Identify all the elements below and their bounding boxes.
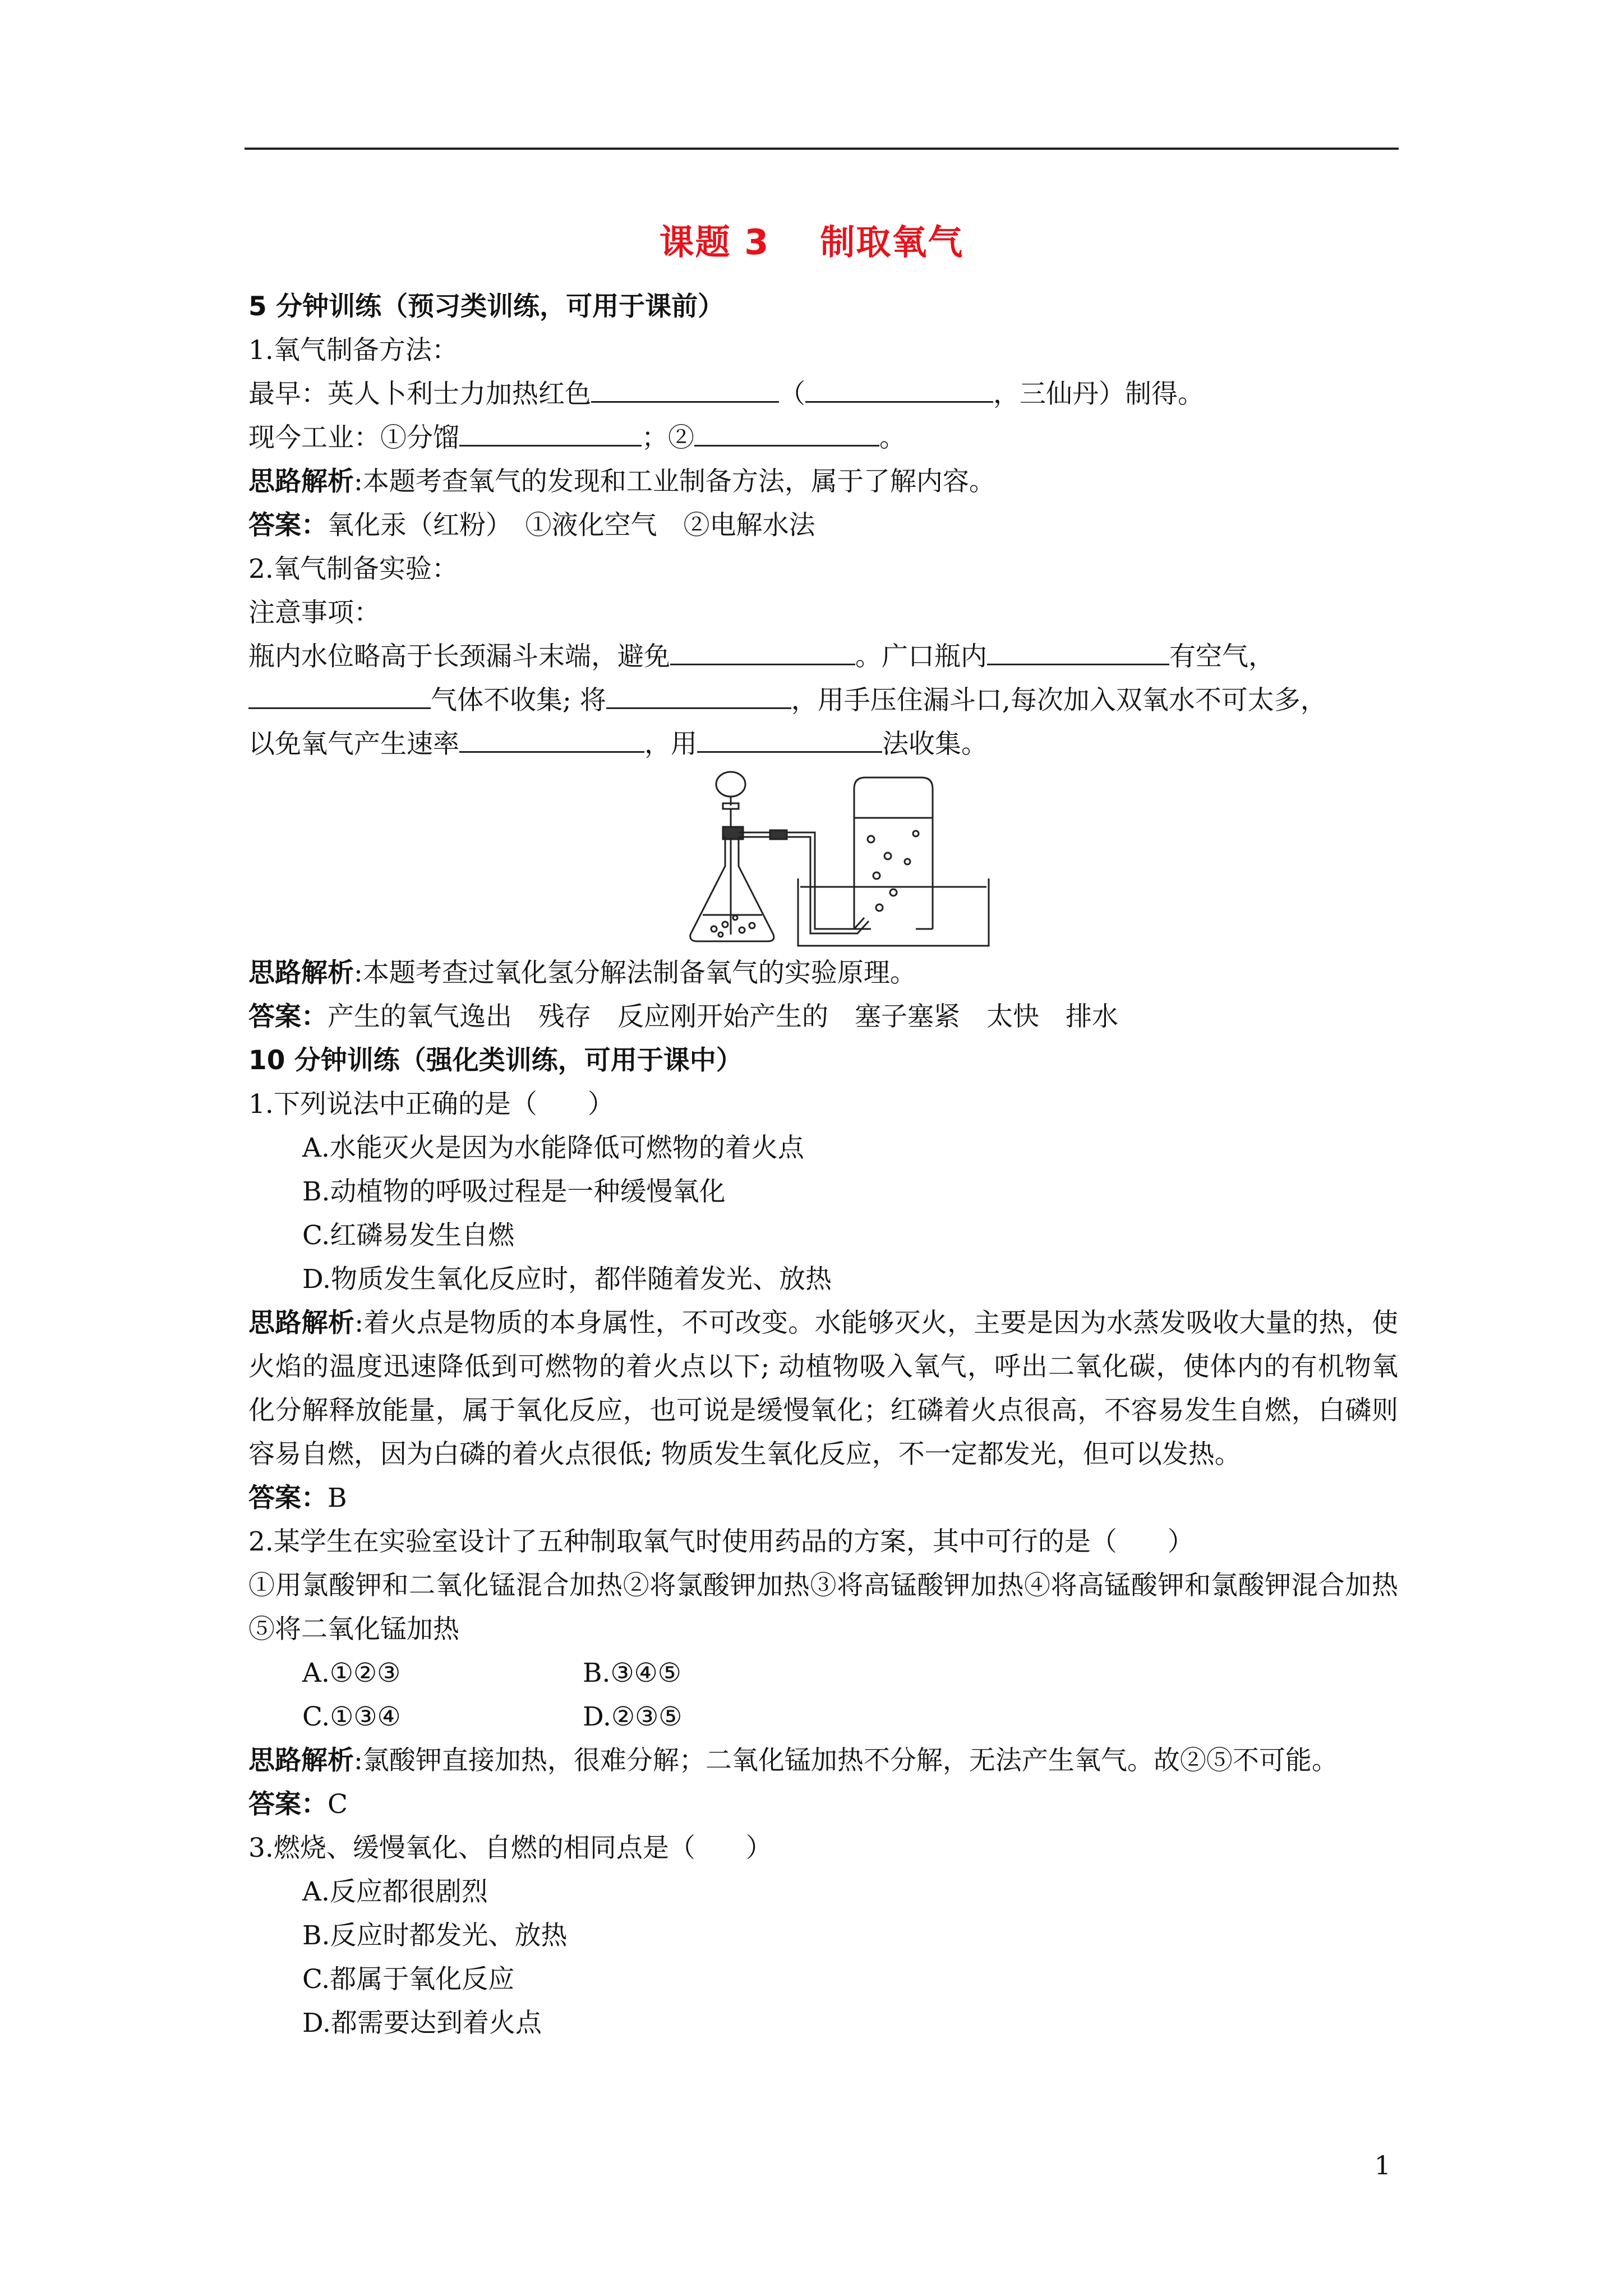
document-body [248, 285, 1398, 2045]
s2-q2-analysis: 思路解析:氯酸钾直接加热，很难分解；二氧化锰加热不分解，无法产生氧气。故②⑤不可能。 [248, 1745, 1338, 1776]
apparatus-diagram [248, 766, 1398, 951]
s2-q1-option-a: A.水能灭火是因为水能降低可燃物的着火点 [302, 1133, 804, 1163]
q1-analysis: 思路解析:本题考查氧气的发现和工业制备方法，属于了解内容。 [248, 466, 995, 497]
blank-field [459, 723, 644, 753]
oxygen-apparatus-illustration [686, 766, 1000, 951]
blank-field [606, 679, 791, 709]
blank-field [697, 723, 882, 753]
s2-q1-option-c: C.红磷易发生自燃 [302, 1220, 515, 1251]
header-rule [245, 148, 1399, 150]
page-number: 1 [1374, 2150, 1391, 2180]
s2-q1-option-d: D.物质发生氧化反应时，都伴随着发光、放热 [302, 1264, 832, 1295]
s2-q1-stem: 1.下列说法中正确的是（ ） [248, 1089, 614, 1120]
q2-note: 注意事项： [248, 597, 380, 628]
q1-stem: 1.氧气制备方法： [248, 335, 458, 366]
q2-line2: 气体不收集; 将 ，用手压住漏斗口,每次加入双氧水不可太多， [248, 679, 1398, 723]
page-title [0, 214, 1623, 264]
q2-line3: 以免氧气产生速率 ，用 法收集。 [248, 723, 1398, 766]
q1-line2: 现今工业：①分馏 ；② 。 [248, 416, 1398, 460]
s2-q1-answer: 答案：B [248, 1483, 347, 1513]
s2-q3-option-d: D.都需要达到着火点 [302, 2008, 542, 2039]
blank-field [459, 417, 642, 447]
q2-answer: 答案：产生的氧气逸出 残存 反应刚开始产生的 塞子塞紧 太快 排水 [248, 1001, 1118, 1032]
title-topic: 制取氧气 [820, 222, 964, 263]
section1-heading: 5 分钟训练（预习类训练，可用于课前） [248, 291, 725, 322]
title-lesson-number: 课题 3 [659, 222, 770, 263]
q1-answer: 答案：氧化汞（红粉） ①液化空气 ②电解水法 [248, 510, 815, 541]
s2-q2-options-row2: C.①③④ D.②③⑤ [302, 1701, 683, 1732]
s2-q2-answer: 答案：C [248, 1789, 348, 1820]
s2-q3-option-b: B.反应时都发光、放热 [302, 1920, 568, 1951]
blank-field [694, 417, 879, 447]
blank-field [987, 636, 1169, 665]
q1-line1: 最早：英人卜利士力加热红色 （ ，三仙丹）制得。 [248, 372, 1398, 416]
s2-q2-detail: ①用氯酸钾和二氧化锰混合加热②将氯酸钾加热③将高锰酸钾加热④将高锰酸钾和氯酸钾混合加热⑤将二氧化锰加热 [248, 1570, 1398, 1645]
s2-q2-stem: 2.某学生在实验室设计了五种制取氧气时使用药品的方案，其中可行的是（ ） [248, 1526, 1194, 1557]
blank-field [805, 373, 993, 403]
s2-q3-option-c: C.都属于氧化反应 [302, 1964, 515, 1995]
q2-analysis: 思路解析:本题考查过氧化氢分解法制备氧气的实验原理。 [248, 958, 916, 988]
s2-q3-stem: 3.燃烧、缓慢氧化、自燃的相同点是（ ） [248, 1833, 772, 1864]
s2-q2-options-row1: A.①②③ B.③④⑤ [302, 1658, 681, 1688]
s2-q3-option-a: A.反应都很剧烈 [302, 1876, 488, 1907]
blank-field [591, 373, 779, 403]
s2-q1-option-b: B.动植物的呼吸过程是一种缓慢氧化 [302, 1176, 726, 1207]
blank-field [248, 679, 431, 709]
q2-line1: 瓶内水位略高于长颈漏斗末端，避免 。广口瓶内 有空气， [248, 635, 1398, 679]
blank-field [670, 636, 855, 665]
q2-stem: 2.氧气制备实验： [248, 554, 458, 585]
s2-q1-analysis: 思路解析:着火点是物质的本身属性，不可改变。水能够灭火，主要是因为水蒸发吸收大量的热，使火焰的温度迅速降低到可燃物的着火点以下; 动植物吸入氧气，呼出二氧化碳，使体内的有机物氧化分解释放能量，属于氧化反应，也可说是缓慢氧化；红磷着火点很高，不容易发生自燃，白磷则容易自燃，因为白磷的着火点很低; 物质发生氧化反应，不一定都发光，但可以发热。 [248, 1308, 1398, 1470]
section2-heading: 10 分钟训练（强化类训练，可用于课中） [248, 1045, 743, 1076]
